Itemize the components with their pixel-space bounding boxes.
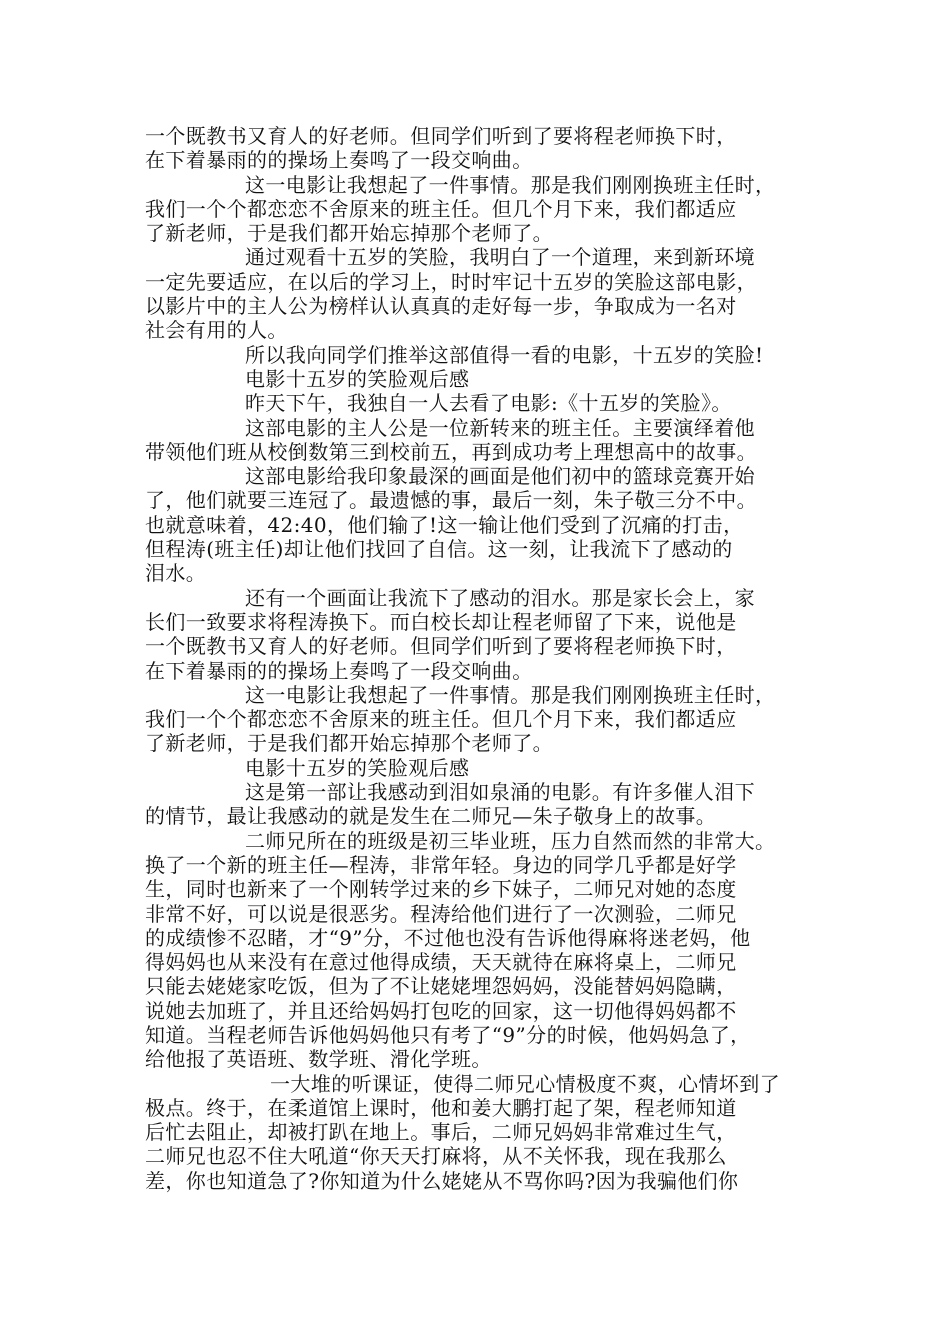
text-line: 这一电影让我想起了一件事情。那是我们刚刚换班主任时， — [245, 682, 776, 707]
text-line: 以影片中的主人公为榜样认认真真的走好每一步，争取成为一名对 — [145, 294, 737, 319]
text-line: 了新老师，于是我们都开始忘掉那个老师了。 — [145, 731, 553, 756]
text-line: 这部电影给我印象最深的画面是他们初中的篮球竞赛开始 — [245, 464, 755, 489]
text-line: 这一电影让我想起了一件事情。那是我们刚刚换班主任时， — [245, 172, 776, 197]
text-line: 一大堆的听课证，使得二师兄心情极度不爽，心情坏到了 — [270, 1071, 780, 1096]
text-line: 电影十五岁的笑脸观后感 — [245, 755, 470, 780]
text-line: 带领他们班从校倒数第三到校前五，再到成功考上理想高中的故事。 — [145, 439, 757, 464]
text-line: 我们一个个都恋恋不舍原来的班主任。但几个月下来，我们都适应 — [145, 707, 737, 732]
text-line: 生，同时也新来了一个刚转学过来的乡下妹子，二师兄对她的态度 — [145, 877, 737, 902]
document-body — [145, 124, 825, 1193]
text-line: 在下着暴雨的的操场上奏鸣了一段交响曲。 — [145, 148, 533, 173]
text-line: 的情节，最让我感动的就是发生在二师兄—朱子敬身上的故事。 — [145, 804, 717, 829]
text-line: 非常不好，可以说是很恶劣。程涛给他们进行了一次测验，二师兄 — [145, 901, 737, 926]
text-line: 昨天下午，我独自一人去看了电影:《十五岁的笑脸》。 — [245, 391, 732, 416]
text-line: 通过观看十五岁的笑脸，我明白了一个道理，来到新环境 — [245, 245, 755, 270]
text-line: 还有一个画面让我流下了感动的泪水。那是家长会上，家 — [245, 585, 755, 610]
text-line: 一个既教书又育人的好老师。但同学们听到了要将程老师换下时， — [145, 124, 737, 148]
text-line: 我们一个个都恋恋不舍原来的班主任。但几个月下来，我们都适应 — [145, 196, 737, 221]
text-line: 这部电影的主人公是一位新转来的班主任。主要演绎着他 — [245, 415, 755, 440]
text-line: 但程涛(班主任)却让他们找回了自信。这一刻，让我流下了感动的 — [145, 537, 733, 562]
text-line: 泪水。 — [145, 561, 207, 586]
text-line: 了，他们就要三连冠了。最遗憾的事，最后一刻，朱子敬三分不中。 — [145, 488, 757, 513]
text-line: 差，你也知道急了?你知道为什么姥姥从不骂你吗?因为我骗他们你 — [145, 1168, 739, 1193]
text-line: 这是第一部让我感动到泪如泉涌的电影。有许多催人泪下 — [245, 780, 755, 805]
text-line: 一定先要适应，在以后的学习上，时时牢记十五岁的笑脸这部电影， — [145, 269, 757, 294]
text-line: 电影十五岁的笑脸观后感 — [245, 366, 470, 391]
text-line: 换了一个新的班主任—程涛，非常年轻。身边的同学几乎都是好学 — [145, 852, 737, 877]
text-line: 的成绩惨不忍睹，才“9”分，不过他也没有告诉他得麻将迷老妈，他 — [145, 925, 751, 950]
text-line: 了新老师，于是我们都开始忘掉那个老师了。 — [145, 221, 553, 246]
text-line: 长们一致要求将程涛换下。而白校长却让程老师留了下来，说他是 — [145, 609, 737, 634]
text-line: 极点。终于，在柔道馆上课时，他和姜大鹏打起了架，程老师知道 — [145, 1095, 737, 1120]
text-line: 所以我向同学们推举这部值得一看的电影，十五岁的笑脸! — [245, 342, 764, 367]
text-line: 得妈妈也从来没有在意过他得成绩，天天就待在麻将桌上，二师兄 — [145, 950, 737, 975]
text-line: 知道。当程老师告诉他妈妈他只有考了“9”分的时候，他妈妈急了， — [145, 1022, 751, 1047]
text-line: 给他报了英语班、数学班、滑化学班。 — [145, 1047, 492, 1072]
text-line: 一个既教书又育人的好老师。但同学们听到了要将程老师换下时， — [145, 634, 737, 659]
text-line: 也就意味着，42:40，他们输了!这一输让他们受到了沉痛的打击， — [145, 512, 744, 537]
text-line: 在下着暴雨的的操场上奏鸣了一段交响曲。 — [145, 658, 533, 683]
text-line: 二师兄所在的班级是初三毕业班，压力自然而然的非常大。 — [245, 828, 776, 853]
text-line: 说她去加班了，并且还给妈妈打包吃的回家，这一切他得妈妈都不 — [145, 998, 737, 1023]
text-line: 社会有用的人。 — [145, 318, 288, 343]
text-line: 只能去姥姥家吃饭，但为了不让姥姥埋怨妈妈，没能替妈妈隐瞒， — [145, 974, 737, 999]
text-line: 后忙去阻止，却被打趴在地上。事后，二师兄妈妈非常难过生气， — [145, 1120, 737, 1145]
text-line: 二师兄也忍不住大吼道“你天天打麻将，从不关怀我，现在我那么 — [145, 1144, 727, 1169]
